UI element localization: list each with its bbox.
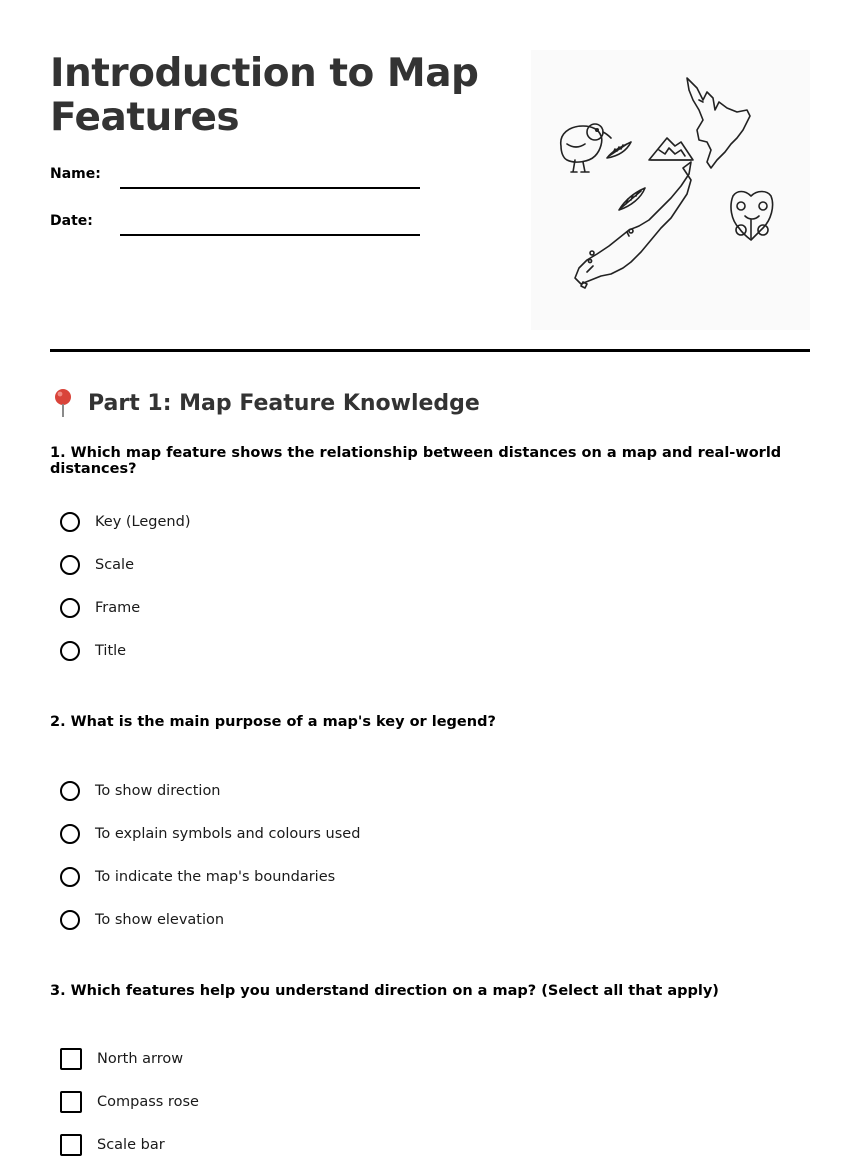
name-field[interactable] (120, 187, 420, 189)
section-divider (50, 349, 810, 352)
q3-option-2[interactable] (60, 1089, 199, 1115)
radio-button[interactable] (60, 824, 80, 844)
question-1: 1. Which map feature shows the relationship between distances on a map and real-world distances? (50, 445, 782, 477)
radio-button[interactable] (60, 512, 80, 532)
q1-option-3[interactable] (60, 595, 140, 621)
q2-option-4[interactable] (60, 907, 224, 933)
date-field[interactable] (120, 234, 420, 236)
radio-button[interactable] (60, 781, 80, 801)
option-label: To explain symbols and colours used (95, 826, 361, 842)
option-label: Key (Legend) (95, 514, 191, 530)
page-title: Introduction to Map Features (50, 51, 479, 140)
q3-option-3[interactable] (60, 1132, 165, 1158)
radio-button[interactable] (60, 910, 80, 930)
option-label: Compass rose (97, 1094, 199, 1110)
radio-button[interactable] (60, 867, 80, 887)
maori-carving-icon (731, 192, 773, 241)
option-label: Frame (95, 600, 141, 616)
question-3: 3. Which features help you understand direction on a map? (Select all that apply) (50, 983, 719, 999)
q1-option-1[interactable] (60, 509, 190, 535)
date-label: Date: (50, 213, 93, 229)
radio-button[interactable] (60, 598, 80, 618)
q2-option-2[interactable] (60, 821, 360, 847)
map-pin-icon (50, 388, 76, 418)
question-2: 2. What is the main purpose of a map's key or legend? (50, 714, 496, 730)
option-label: To show elevation (95, 912, 225, 928)
q1-option-2[interactable] (60, 552, 134, 578)
q1-option-4[interactable] (60, 638, 126, 664)
q2-option-3[interactable] (60, 864, 335, 890)
option-label: North arrow (97, 1051, 184, 1067)
option-label: Scale (95, 557, 135, 573)
section-heading (50, 388, 480, 418)
checkbox[interactable] (60, 1134, 82, 1156)
new-zealand-map-icon (575, 78, 750, 288)
mountain-icon (649, 138, 693, 160)
option-label: Scale bar (97, 1137, 165, 1153)
option-label: To show direction (95, 783, 221, 799)
option-label: Title (95, 643, 127, 659)
option-label: To indicate the map's boundaries (95, 869, 336, 885)
q3-option-1[interactable] (60, 1046, 183, 1072)
checkbox[interactable] (60, 1048, 82, 1070)
radio-button[interactable] (60, 641, 80, 661)
radio-button[interactable] (60, 555, 80, 575)
fern-icon (607, 142, 645, 210)
section-title: Part 1: Map Feature Knowledge (88, 390, 480, 416)
new-zealand-illustration (531, 50, 810, 330)
q2-option-1[interactable] (60, 778, 221, 804)
kiwi-bird-icon (561, 124, 611, 172)
name-label: Name: (50, 166, 101, 182)
checkbox[interactable] (60, 1091, 82, 1113)
